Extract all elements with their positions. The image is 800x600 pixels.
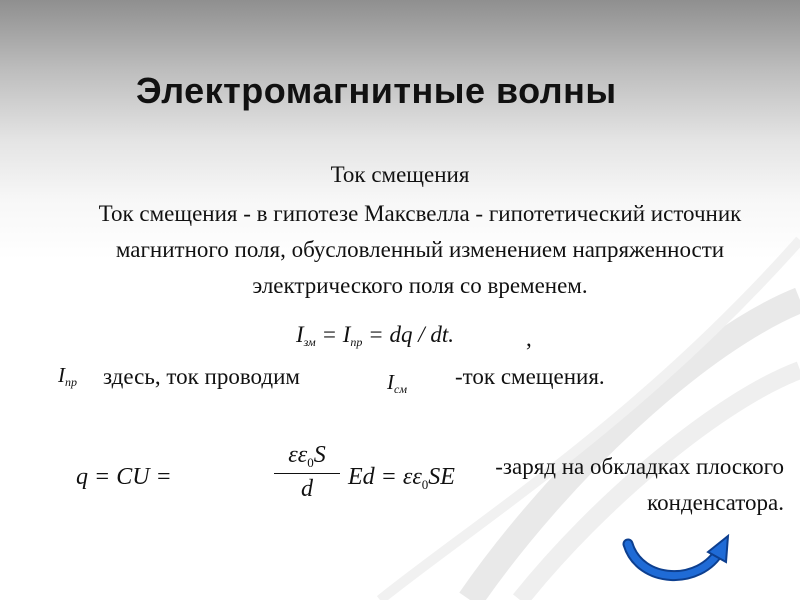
fraction-bar — [274, 473, 340, 474]
eq2-rhs-b: SE — [428, 464, 455, 490]
slide-title: Электромагнитные волны — [136, 70, 617, 111]
icm-subscript: см — [394, 382, 407, 396]
displacement-current-equation — [296, 322, 454, 350]
icm-letter: I — [387, 370, 394, 394]
displacement-current-text: -ток смещения. — [455, 364, 605, 389]
eq1-current-symbol: I — [296, 322, 304, 347]
eq1-rhs: = dq / dt. — [362, 322, 454, 347]
displacement-current-symbol — [387, 370, 407, 397]
ipr-letter: I — [58, 363, 65, 387]
eq2-rhs-zero: 0 — [421, 477, 429, 492]
eq2-numerator — [274, 442, 340, 471]
eq2-num-s: S — [313, 442, 326, 468]
charge-description: -заряд на обкладках плоского конденсатора. — [495, 454, 784, 515]
eq1-subscript-sm: зм — [303, 335, 316, 349]
eq2-num-eps: εε — [288, 442, 308, 468]
conduction-current-symbol — [58, 363, 77, 390]
definition-paragraph: Ток смещения - в гипотезе Максвелла - гипотетический источник магнитного поля, обусловленный изменением напряженности электрического поля со временем. — [98, 201, 742, 298]
eq2-rhs-a: Ed = εε — [348, 464, 422, 490]
eq2-num-zero: 0 — [307, 455, 314, 470]
eq2-lhs: q = CU = — [76, 464, 172, 490]
eq2-denominator: d — [301, 476, 313, 502]
slide-subtitle: Ток смещения — [330, 162, 470, 187]
eq1-comma: , — [526, 326, 532, 351]
capacitor-charge-equation — [76, 442, 455, 512]
ipr-subscript: пр — [65, 375, 77, 389]
eq2-fraction — [274, 442, 340, 503]
eq1-equals: = — [315, 322, 343, 347]
eq1-current-symbol-2: I — [342, 322, 351, 347]
eq1-subscript-pr: пр — [350, 335, 363, 349]
conduction-current-text: здесь, ток проводим — [103, 364, 300, 389]
curved-arrow-icon — [620, 534, 730, 586]
